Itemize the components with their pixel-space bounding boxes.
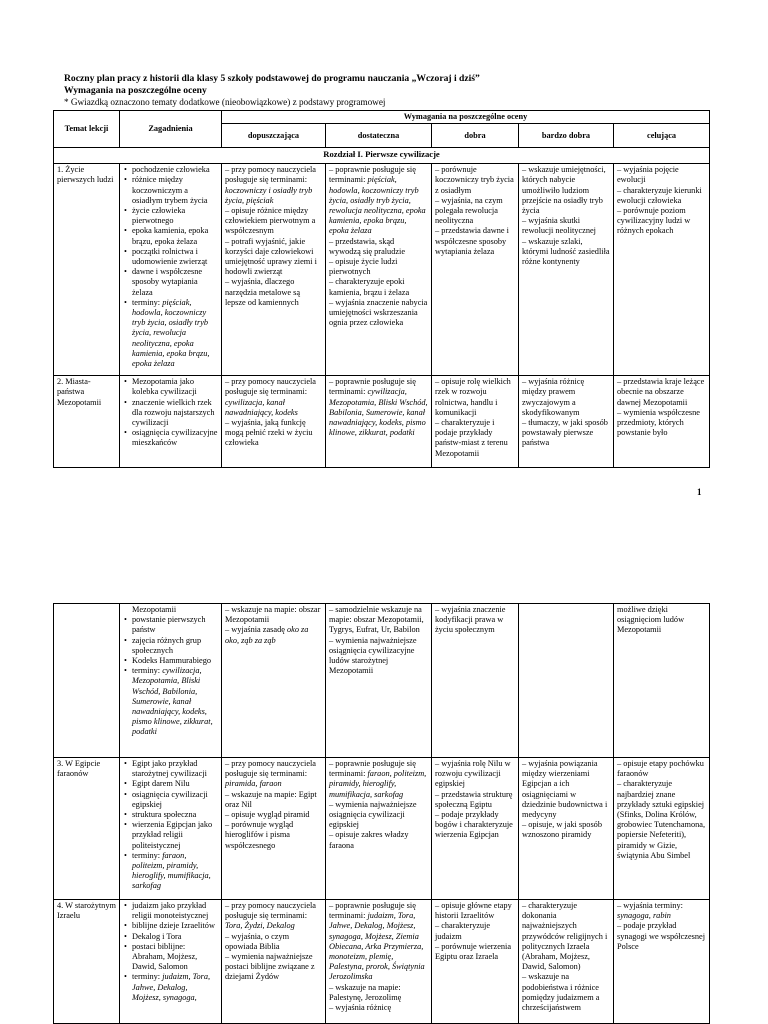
requirement-item: – przedstawia strukturę społeczną Egiptu <box>435 789 513 809</box>
lesson-row <box>54 164 710 376</box>
header-grade-3: dostateczna <box>326 124 432 148</box>
requirement-item: – charakteryzuje judaizm <box>435 921 491 941</box>
issue-item: • judaizm jako przykład religii monoteistycznej <box>132 901 218 921</box>
requirement-item: – przy pomocy nauczyciela posługuje się terminami: cywilizacja, kanał nawadniający, kodeks <box>225 377 316 417</box>
requirement-item: – opisuje rolę wielkich rzek w rozwoju rolnictwa, handlu i komunikacji <box>435 377 511 417</box>
grade-2-requirements <box>222 376 326 468</box>
requirement-item: – wskazuje umiejętności, których nabycie umożliwiło ludziom przejście na osiadły tryb życia <box>522 165 606 216</box>
document-title: Roczny plan pracy z historii dla klasy 5 szkoły podstawowej do programu nauczania „Wczoraj i dziś” <box>64 73 480 84</box>
requirement-item: – porównuje wygląd hieroglifów i pisma współczesnego <box>225 820 294 850</box>
header-topic: Temat lekcji <box>54 111 120 148</box>
requirement-item: – wskazuje na mapie: obszar Mezopotamii <box>225 605 321 625</box>
requirement-item: – poprawnie posługuje się terminami: pięściak, hodowla, koczowniczy tryb życia, osiadły tryb życia, rewolucja neolityczna, epoka kamienia, epoka brązu, epoka żelaza <box>329 165 426 236</box>
lesson-topic: 2. Miasta-państwa Mezopotamii <box>54 376 120 468</box>
requirement-item: – wyjaśnia, o czym opowiada Biblia <box>225 931 290 951</box>
requirement-item: – podaje przykład synagogi we współczesnej Polsce <box>617 921 706 951</box>
requirement-item: – wyjaśnia zasadę oko za oko, ząb za ząb <box>225 625 309 645</box>
requirement-item: – poprawnie posługuje się terminami: faraon, politeizm, piramidy, hieroglify, mumifikacja, sarkofag <box>329 759 427 799</box>
lesson-issues <box>120 164 222 376</box>
header-grade-6: celująca <box>614 124 710 148</box>
page-number: 1 <box>697 487 702 497</box>
requirement-item: – wskazuje na mapie: Palestynę, Jerozolimę <box>329 982 402 1002</box>
issue-item: • wierzenia Egipcjan jako przykład religii politeistycznej <box>132 820 218 851</box>
issue-item: • różnice między koczowniczym a osiadłym trybem życia <box>132 175 218 206</box>
issue-item: • zajęcia różnych grup społecznych <box>132 636 218 656</box>
issue-item: • terminy: pięściak, hodowla, koczowniczy tryb życia, osiadły tryb życia, rewolucja neolityczna, epoka kamienia, epoka brązu, epoka żelaza <box>132 298 218 369</box>
requirement-item: – wyjaśnia rolę Nilu w rozwoju cywilizacji egipskiej <box>435 759 511 789</box>
requirement-item: – opisuje życie ludzi pierwotnych <box>329 257 398 277</box>
grade-4-requirements <box>432 900 519 1024</box>
header-requirements: Wymagania na poszczególne oceny <box>222 111 710 124</box>
issue-item: • Kodeks Hammurabiego <box>132 656 218 666</box>
requirement-item: – wyjaśnia pojęcie ewolucji <box>617 165 679 185</box>
lesson-issues <box>120 900 222 1024</box>
grade-4-requirements <box>432 604 519 758</box>
requirement-item: – tłumaczy, w jaki sposób powstawały pierwsze państwa <box>522 418 608 448</box>
issue-item: • Dekalog i Tora <box>132 932 218 942</box>
requirement-item: – porównuje wierzenia Egiptu oraz Izraela <box>435 941 512 962</box>
issue-item: • terminy: cywilizacja, Mezopotamia, Bliski Wschód, Babilonia, Sumerowie, kanał nawadniający, kodeks, pismo klinowe, zikkurat, podatki <box>132 666 218 737</box>
grade-3-requirements <box>326 604 432 758</box>
requirements-table-page-2 <box>53 603 710 1024</box>
grade-6-requirements <box>614 376 710 468</box>
requirement-item: – wymienia współczesne przedmioty, których powstanie było <box>617 407 700 438</box>
requirement-item: – wyjaśnia różnicę <box>329 1003 392 1013</box>
requirements-table-page-1 <box>53 110 710 468</box>
grade-2-requirements <box>222 164 326 376</box>
page-1 <box>0 0 768 510</box>
requirement-item: – potrafi wyjaśnić, jakie korzyści daje człowiekowi umiejętność uprawy ziemi i hodowli zwierząt <box>225 236 317 277</box>
document-note: * Gwiazdką oznaczono tematy dodatkowe (nieobowiązkowe) z podstawy programowej <box>64 97 386 107</box>
requirement-item: – charakteryzuje kierunki ewolucji człowieka <box>617 185 702 205</box>
requirement-item: – wymienia najważniejsze osiągnięcia cywilizacji egipskiej <box>329 799 417 830</box>
requirement-item: – wyjaśnia, dlaczego narzędzia metalowe są lepsze od kamiennych <box>225 277 301 307</box>
issue-item: • dawne i współczesne sposoby wytapiania żelaza <box>132 267 218 298</box>
lesson-topic: 3. W Egipcie faraonów <box>54 758 120 900</box>
grade-6-requirements <box>614 604 710 758</box>
issue-item: • osiągnięcia cywilizacyjne mieszkańców <box>132 428 218 448</box>
lesson-topic: 4. W starożytnym Izraelu <box>54 900 120 1024</box>
grade-4-requirements <box>432 758 519 900</box>
grade-3-requirements <box>326 164 432 376</box>
requirement-item: – opisuje etapy pochówku faraonów <box>617 759 704 779</box>
requirement-item: – porównuje koczowniczy tryb życia z osiadłym <box>435 165 514 195</box>
grade-3-requirements <box>326 900 432 1024</box>
header-grade-5: bardzo dobra <box>519 124 614 148</box>
requirement-item: – przedstawia, skąd wywodzą się praludzie <box>329 236 406 256</box>
requirement-item: możliwe dzięki osiągnięciom ludów Mezopotamii <box>617 605 685 635</box>
requirement-item: – wymienia najważniejsze osiągnięcia cywilizacyjne ludów starożytnej Mezopotamii <box>329 635 417 676</box>
grade-6-requirements <box>614 164 710 376</box>
issue-item: • życie człowieka pierwotnego <box>132 206 218 226</box>
document-subtitle: Wymagania na poszczególne oceny <box>64 85 207 96</box>
requirement-item: – podaje przykłady bogów i charakteryzuje wierzenia Egipcjan <box>435 810 513 840</box>
issue-item: • postaci biblijne: Abraham, Mojżesz, Dawid, Salomon <box>132 942 218 973</box>
requirement-item: – poprawnie posługuje się terminami: judaizm, Tora, Jahwe, Dekalog, Mojżesz, synagoga, Mojżesz, Ziemia Obiecana, Arka Przymierza, monoteizm, plemię, Palestyna, prorok, Świątynia Jerozolimska <box>329 901 425 982</box>
requirement-item: – opisuje wygląd piramid <box>225 810 310 820</box>
lesson-issues <box>120 604 222 758</box>
grade-4-requirements <box>432 164 519 376</box>
issue-item: • osiągnięcia cywilizacji egipskiej <box>132 790 218 810</box>
grade-5-requirements <box>519 900 614 1024</box>
requirement-item: – poprawnie posługuje się terminami: cywilizacja, Mezopotamia, Bliski Wschód, Babilonia, Sumerowie, kanał nawadniający, kodeks, pismo klinowe, zikkurat, podatki <box>329 377 428 438</box>
requirement-item: – przy pomocy nauczyciela posługuje się terminami: koczowniczy i osiadły tryb życia, pięściak <box>225 165 316 205</box>
issue-item: • powstanie pierwszych państw <box>132 615 218 635</box>
issue-item: • Mezopotamia jako kolebka cywilizacji <box>132 377 218 397</box>
grade-6-requirements <box>614 758 710 900</box>
requirement-item: – charakteryzuje najbardziej znane przykłady sztuki egipskiej (Sfinks, Dolina Królów, grobowiec Tutenchamona, popiersie Nefeteriti), piramidy w Gizie, świątynia Abu Simbel <box>617 779 706 860</box>
grade-5-requirements <box>519 164 614 376</box>
lesson-topic: 1. Życie pierwszych ludzi <box>54 164 120 376</box>
requirement-item: – opisuje, w jaki sposób wznoszono piramidy <box>522 820 602 840</box>
grade-5-requirements <box>519 376 614 468</box>
requirement-item: – opisuje główne etapy historii Izraelitów <box>435 901 512 921</box>
requirement-item: – wyjaśnia powiązania między wierzeniami Egipcjan a ich osiągnięciami w dziedzinie budownictwa i medycyny <box>522 759 608 820</box>
requirement-item: – wyjaśnia, na czym polegała rewolucja neolityczna <box>435 195 503 226</box>
issue-item: • znaczenie wielkich rzek dla rozwoju najstarszych cywilizacji <box>132 398 218 429</box>
requirement-item: – samodzielnie wskazuje na mapie: obszar Mezopotamii, Tygrys, Eufrat, Ur, Babilon <box>329 605 424 635</box>
lesson-issues <box>120 758 222 900</box>
page-2 <box>0 588 768 1024</box>
grade-4-requirements <box>432 376 519 468</box>
issue-item: • biblijne dzieje Izraelitów <box>132 921 218 931</box>
requirement-item: – opisuje zakres władzy faraona <box>329 830 409 850</box>
requirement-item: – przedstawia dawne i współczesne sposoby wytapiania żelaza <box>435 226 509 256</box>
requirement-item: – porównuje poziom cywilizacyjny ludzi w różnych epokach <box>617 206 691 236</box>
grade-5-requirements <box>519 604 614 758</box>
grade-2-requirements <box>222 604 326 758</box>
grade-5-requirements <box>519 758 614 900</box>
lesson-row <box>54 758 710 900</box>
requirement-item: – wyjaśnia znaczenie kodyfikacji prawa w życiu społecznym <box>435 605 506 635</box>
requirement-item: – charakteryzuje dokonania najważniejszych przywódców religijnych i politycznych Izraela (Abraham, Mojżesz, Dawid, Salomon) <box>522 901 608 972</box>
requirement-item: – charakteryzuje i podaje przykłady państw-miast z terenu Mezopotamii <box>435 418 508 458</box>
lesson-topic <box>54 604 120 758</box>
issue-item: • terminy: judaizm, Tora, Jahwe, Dekalog, Mojżesz, synagoga, <box>132 972 218 1003</box>
requirement-item: – przy pomocy nauczyciela posługuje się terminami: piramida, faraon <box>225 759 316 789</box>
lesson-row <box>54 604 710 758</box>
header-grade-2: dopuszczająca <box>222 124 326 148</box>
requirement-item: – wskazuje na podobieństwa i różnice pomiędzy judaizmem a chrześcijaństwem <box>522 972 600 1013</box>
requirement-item: – wyjaśnia skutki rewolucji neolitycznej <box>522 216 596 236</box>
grade-2-requirements <box>222 758 326 900</box>
requirement-item: – wyjaśnia różnicę między prawem zwyczajowym a skodyfikowanym <box>522 377 585 417</box>
header-grade-4: dobra <box>432 124 519 148</box>
issue-item: • struktura społeczna <box>132 810 218 820</box>
lesson-row <box>54 900 710 1024</box>
requirement-item: – wskazuje szlaki, którymi ludność zasiedliła różne kontynenty <box>522 236 610 267</box>
issue-continuation: Mezopotamii <box>132 605 177 614</box>
page-gap <box>0 510 768 588</box>
requirement-item: – przy pomocy nauczyciela posługuje się terminami: Tora, Żydzi, Dekalog <box>225 901 316 931</box>
requirement-item: – wyjaśnia znaczenie nabycia umiejętności wskrzeszania ognia przez człowieka <box>329 297 428 328</box>
grade-6-requirements <box>614 900 710 1024</box>
requirement-item: – wymienia najważniejsze postaci biblijne związane z dziejami Żydów <box>225 952 315 982</box>
requirement-item: – wyjaśnia, jaką funkcję mogą pełnić rzeki w życiu człowieka <box>225 418 313 448</box>
grade-3-requirements <box>326 758 432 900</box>
requirement-item: – opisuje różnice między człowiekiem pierwotnym a współczesnym <box>225 206 316 236</box>
issue-item: • początki rolnictwa i udomowienie zwierząt <box>132 247 218 267</box>
issue-item: • Egipt darem Nilu <box>132 779 218 789</box>
issue-item: • Egipt jako przykład starożytnej cywilizacji <box>132 759 218 779</box>
issue-item: • pochodzenie człowieka <box>132 165 218 175</box>
requirement-item: – wskazuje na mapie: Egipt oraz Nil <box>225 789 317 809</box>
grade-3-requirements <box>326 376 432 468</box>
requirement-item: – przedstawia kraje leżące obecnie na obszarze dawnej Mezopotamii <box>617 377 705 407</box>
requirement-item: – wyjaśnia terminy: synagoga, rabin <box>617 901 683 921</box>
issue-item: • epoka kamienia, epoka brązu, epoka żelaza <box>132 226 218 246</box>
section-heading: Rozdział I. Pierwsze cywilizacje <box>54 148 710 164</box>
requirement-item: – charakteryzuje epoki kamienia, brązu i żelaza <box>329 277 410 297</box>
header-issues: Zagadnienia <box>120 111 222 148</box>
grade-2-requirements <box>222 900 326 1024</box>
lesson-row <box>54 376 710 468</box>
issue-item: • terminy: faraon, politeizm, piramidy, hieroglify, mumifikacja, sarkofag <box>132 851 218 892</box>
lesson-issues <box>120 376 222 468</box>
